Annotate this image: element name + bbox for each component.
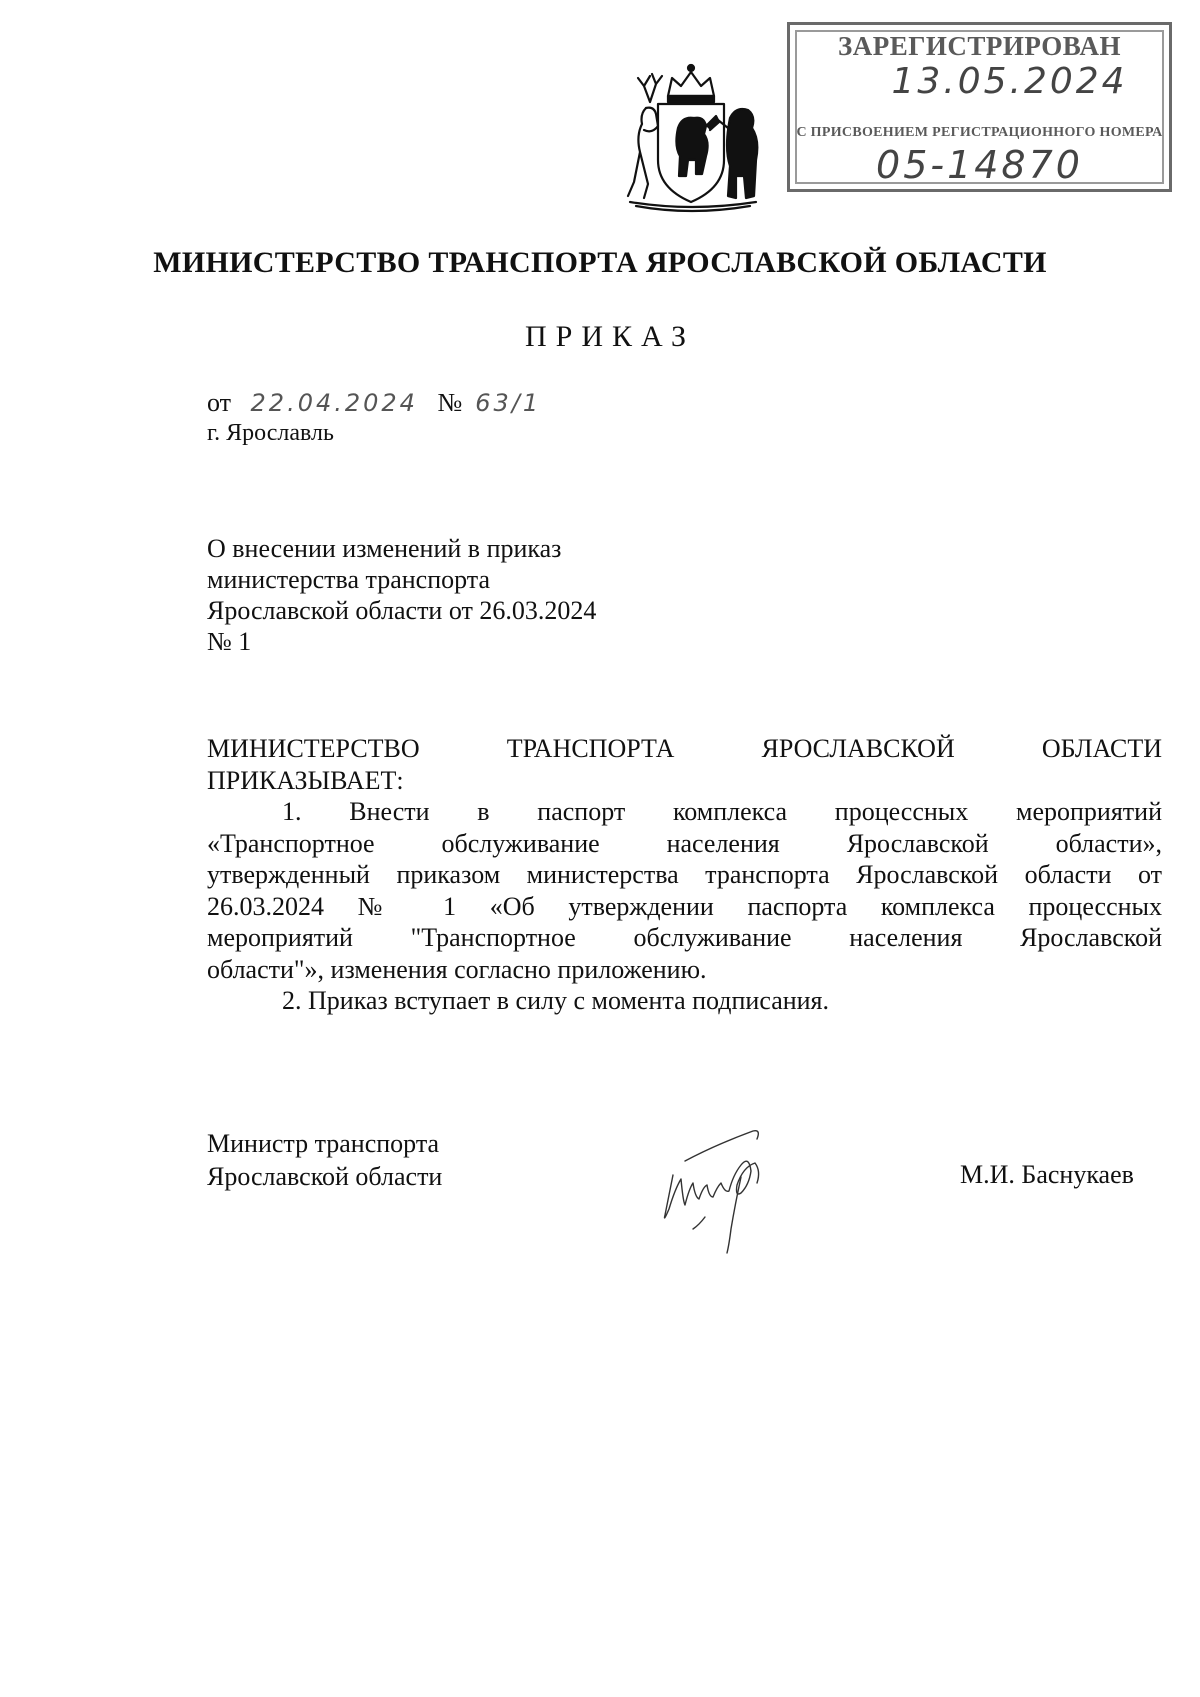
item-1-line: мероприятий "Транспортное обслуживание населения Ярославской <box>207 923 1162 952</box>
city: г. Ярославль <box>207 420 334 446</box>
item-1-line: утвержденный приказом министерства транспорта Ярославской области от <box>207 860 1162 889</box>
number-prefix: № <box>437 388 463 417</box>
handwritten-signature <box>645 1105 795 1255</box>
signatory-name: М.И. Баснукаев <box>960 1160 1134 1189</box>
item-1-line: 26.03.2024 № 1 «Об утверждении паспорта комплекса процессных <box>207 891 1162 921</box>
order-number: 63/1 <box>475 389 542 417</box>
stamp-registration-number: 05-14870 <box>876 143 1083 187</box>
registration-stamp <box>787 22 1172 192</box>
date-prefix: от <box>207 388 232 417</box>
order-date-number-line <box>207 387 541 419</box>
signatory-title <box>207 1127 442 1193</box>
order-subject <box>207 533 667 657</box>
coat-of-arms-emblem-icon <box>606 56 776 216</box>
item-1-line: области"», изменения согласно приложению. <box>207 954 707 984</box>
signature-scribble-icon <box>645 1105 795 1255</box>
coat-of-arms <box>606 56 776 216</box>
ministry-title: МИНИСТЕРСТВО ТРАНСПОРТА ЯРОСЛАВСКОЙ ОБЛАСТИ <box>153 246 1047 279</box>
stamp-caption: С ПРИСВОЕНИЕМ РЕГИСТРАЦИОННОГО НОМЕРА <box>796 125 1163 140</box>
stamp-title: ЗАРЕГИСТРИРОВАН <box>837 31 1122 61</box>
item-1-line: «Транспортное обслуживание населения Ярославской области», <box>207 828 1162 858</box>
stamp-registration-date: 13.05.2024 <box>891 61 1128 102</box>
subject-line: № 1 <box>207 627 252 656</box>
subject-line: министерства транспорта <box>207 565 490 594</box>
subject-line: О внесении изменений в приказ <box>207 534 562 563</box>
signatory-title-line: Министр транспорта <box>207 1129 440 1158</box>
item-2: 2. Приказ вступает в силу с момента подписания. <box>282 986 830 1015</box>
item-1-line: 1. Внести в паспорт комплекса процессных мероприятий <box>282 797 1162 826</box>
order-body <box>207 733 1162 1017</box>
order-date: 22.04.2024 <box>250 389 418 417</box>
preamble-line: МИНИСТЕРСТВО ТРАНСПОРТА ЯРОСЛАВСКОЙ ОБЛАСТИ <box>207 734 1162 763</box>
document-type: ПРИКАЗ <box>525 320 695 353</box>
signatory-title-line: Ярославской области <box>207 1162 443 1191</box>
subject-line: Ярославской области от 26.03.2024 <box>207 596 597 625</box>
preamble-line: ПРИКАЗЫВАЕТ: <box>207 765 404 795</box>
